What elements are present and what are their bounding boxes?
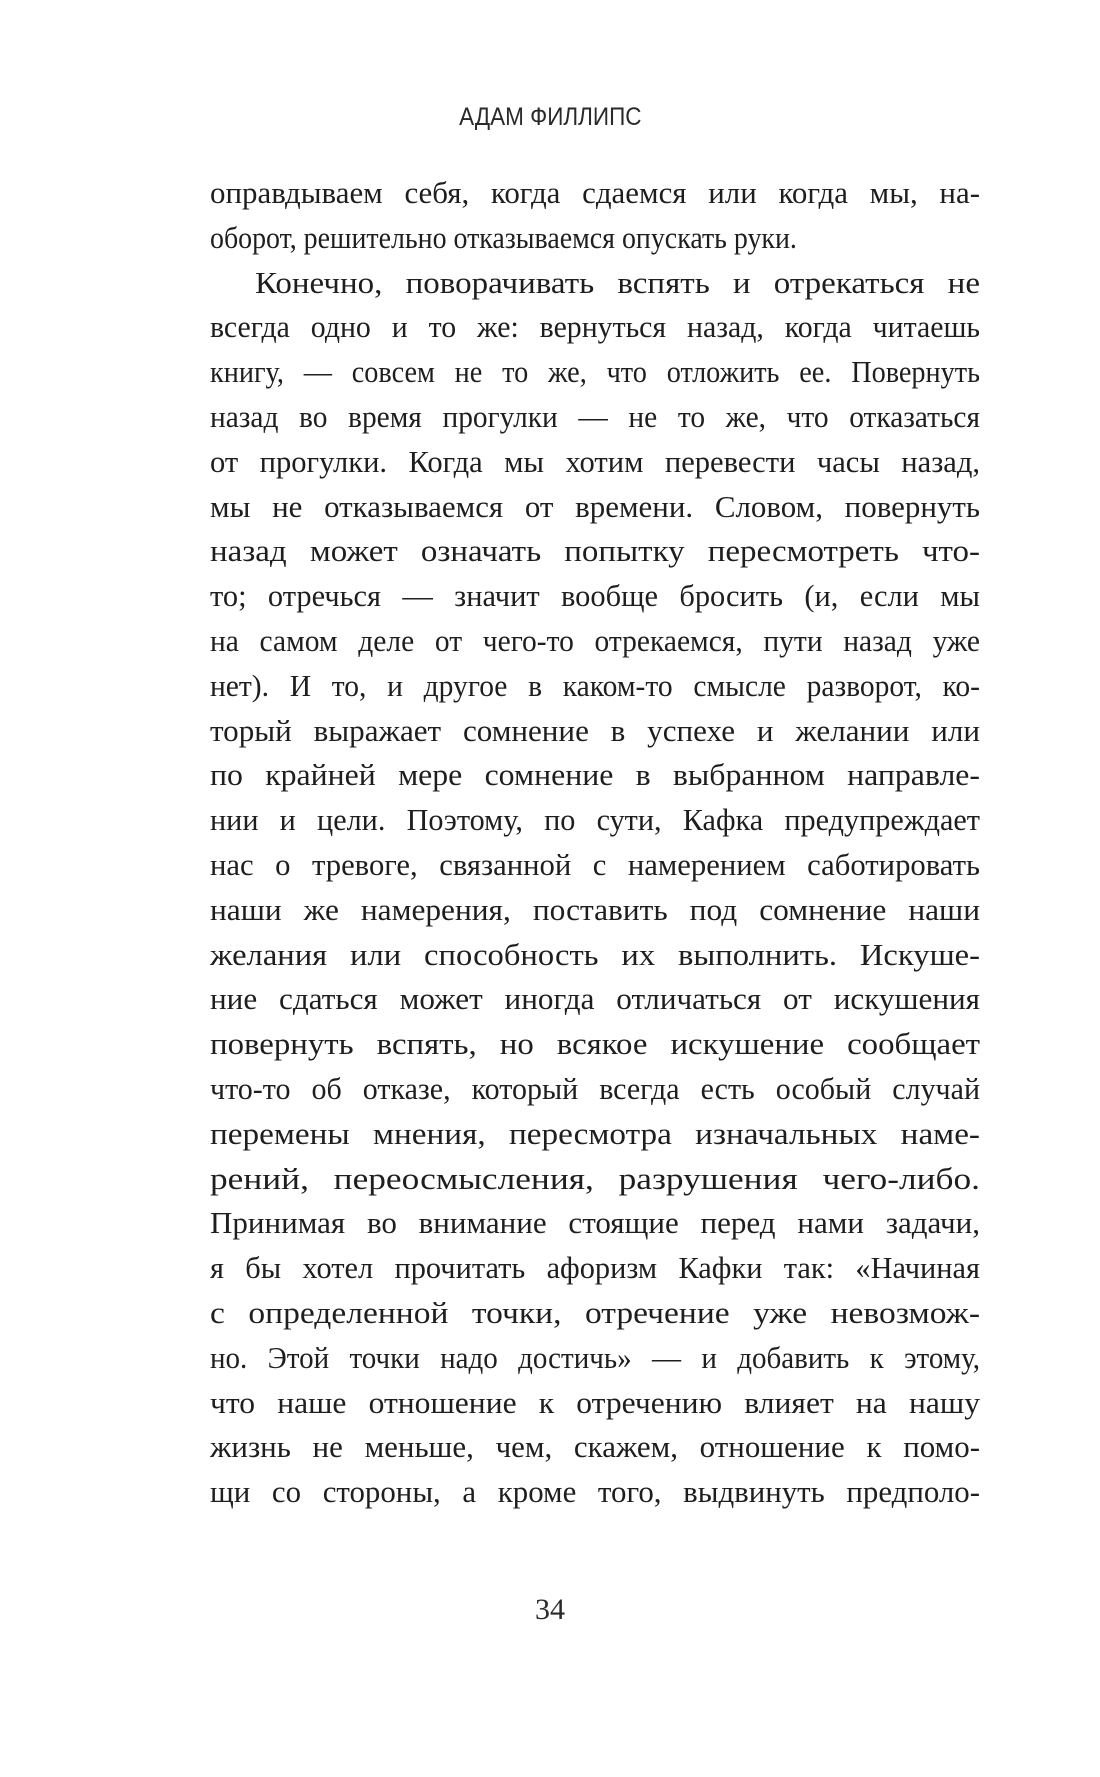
text-line: от прогулки. Когда мы хотим перевести часы назад, — [210, 443, 980, 479]
page-number: 34 — [535, 1593, 565, 1626]
text-line: желания или способность их выполнить. Искуше- — [210, 936, 980, 972]
text-line: по крайней мере сомнение в выбранном направле- — [210, 757, 980, 793]
running-head — [0, 100, 1100, 134]
text-line: ние сдаться может иногда отличаться от искушения — [210, 981, 980, 1017]
text-line: Конечно, поворачивать вспять и отрекаться не — [255, 264, 980, 300]
text-line: то; отречься — значит вообще бросить (и, если мы — [210, 578, 980, 614]
text-line: назад во время прогулки — не то же, что отказаться — [210, 398, 980, 434]
text-line: перемены мнения, пересмотра изначальных наме- — [210, 1115, 981, 1151]
body-text — [210, 171, 980, 1515]
text-line: на самом деле от чего-то отрекаемся, пути назад уже — [210, 622, 980, 658]
text-line: но. Этой точки надо достичь» — и добавить к этому, — [210, 1339, 980, 1375]
text-line: Принимая во внимание стоящие перед нами задачи, — [210, 1205, 981, 1241]
text-line: торый выражает сомнение в успехе и желании или — [210, 712, 980, 748]
text-line: повернуть вспять, но всякое искушение сообщает — [210, 1026, 981, 1062]
text-line: рений, переосмысления, разрушения чего-либо. — [210, 1160, 981, 1196]
text-line: нет). И то, и другое в каком-то смысле разворот, ко- — [210, 667, 980, 703]
text-line: что наше отношение к отречению влияет на нашу — [210, 1384, 980, 1420]
text-line: назад может означать попытку пересмотреть что- — [210, 533, 980, 569]
text-line: нии и цели. Поэтому, по сути, Кафка предупреждает — [210, 802, 980, 838]
text-line: я бы хотел прочитать афоризм Кафки так: «Начиная — [210, 1250, 980, 1286]
text-line: оправдываем себя, когда сдаемся или когда мы, на- — [210, 175, 980, 210]
text-line: нас о тревоге, связанной с намерением саботировать — [210, 846, 980, 882]
text-line: всегда одно и то же: вернуться назад, когда читаешь — [210, 309, 980, 345]
text-line: что-то об отказе, который всегда есть особый случай — [210, 1070, 980, 1106]
author-name: АДАМ ФИЛЛИПС — [458, 103, 642, 131]
text-line: мы не отказываемся от времени. Словом, повернуть — [210, 488, 980, 524]
text-line: книгу, — совсем не то же, что отложить ее. Повернуть — [210, 354, 980, 390]
text-line: жизнь не меньше, чем, скажем, отношение к помо- — [210, 1429, 980, 1465]
text-line: щи со стороны, а кроме того, выдвинуть предполо- — [210, 1474, 980, 1510]
text-line: оборот, решительно отказываемся опускать руки. — [210, 219, 797, 255]
text-line: наши же намерения, поставить под сомнение наши — [210, 891, 980, 927]
text-line: с определенной точки, отречение уже невозмож- — [210, 1294, 980, 1330]
